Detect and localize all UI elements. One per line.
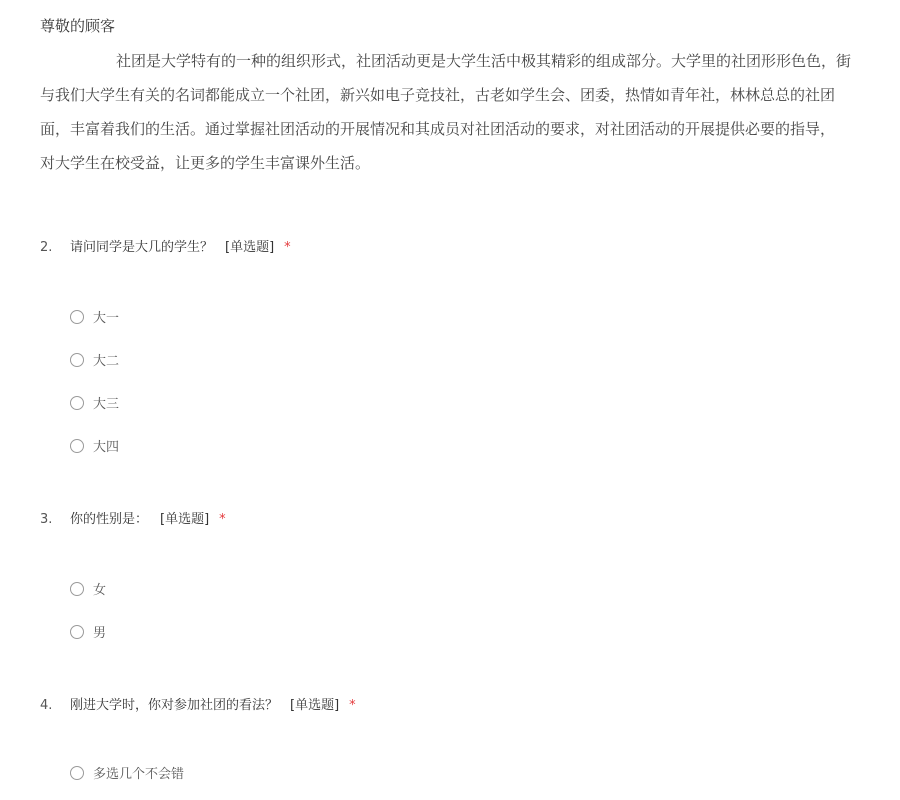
question-text: 请问同学是大几的学生？ xyxy=(70,240,214,255)
question-2 xyxy=(40,238,880,467)
required-asterisk: * xyxy=(284,240,291,255)
question-text: 刚进大学时，你对参加社团的看法？ xyxy=(70,698,279,713)
question-type-label: [单选题] xyxy=(160,512,210,527)
option-label[interactable]: 男 xyxy=(93,626,107,641)
intro-line: 与我们大学生有关的名词都能成立一个社团，新兴如电子竞技社，古老如学生会、团委，热情如青年社，林林总总的社团 xyxy=(40,86,836,104)
intro-line: 对大学生在校受益，让更多的学生丰富课外生活。 xyxy=(40,154,371,172)
radio-button[interactable] xyxy=(70,396,84,410)
question-4 xyxy=(40,696,880,794)
option-label[interactable]: 大一 xyxy=(93,311,120,326)
intro-line: 社团是大学特有的一种的组织形式，社团活动更是大学生活中极其精彩的组成部分。大学里的社团形形色色，街 xyxy=(116,52,852,70)
required-asterisk: * xyxy=(349,698,356,713)
radio-button[interactable] xyxy=(70,439,84,453)
question-type-label: [单选题] xyxy=(225,240,275,255)
intro-line: 面，丰富着我们的生活。通过掌握社团活动的开展情况和其成员对社团活动的要求，对社团活动的开展提供必要的指导， xyxy=(40,120,836,138)
options-list xyxy=(70,295,880,467)
question-title-row xyxy=(40,238,880,258)
option-label[interactable]: 大四 xyxy=(93,440,120,455)
option-label[interactable]: 多选几个不会错 xyxy=(93,767,185,782)
question-number: 4. xyxy=(40,698,53,713)
option-item[interactable] xyxy=(70,295,880,338)
option-item[interactable] xyxy=(70,338,880,381)
intro-paragraph xyxy=(40,44,900,180)
radio-button[interactable] xyxy=(70,310,84,324)
question-text: 你的性别是： xyxy=(70,512,149,527)
question-number: 3. xyxy=(40,512,53,527)
options-list xyxy=(70,751,880,794)
option-item[interactable] xyxy=(70,381,880,424)
radio-button[interactable] xyxy=(70,625,84,639)
options-list xyxy=(70,567,880,653)
option-label[interactable]: 大三 xyxy=(93,397,120,412)
survey-intro xyxy=(40,14,900,180)
required-asterisk: * xyxy=(219,512,226,527)
option-label[interactable]: 女 xyxy=(93,583,107,598)
question-title-row xyxy=(40,510,880,530)
question-type-label: [单选题] xyxy=(290,698,340,713)
question-number: 2. xyxy=(40,240,53,255)
question-title-row xyxy=(40,696,880,716)
option-item[interactable] xyxy=(70,751,880,794)
radio-button[interactable] xyxy=(70,582,84,596)
radio-button[interactable] xyxy=(70,766,84,780)
radio-button[interactable] xyxy=(70,353,84,367)
option-item[interactable] xyxy=(70,424,880,467)
option-item[interactable] xyxy=(70,610,880,653)
question-3 xyxy=(40,510,880,653)
greeting-text: 尊敬的顾客 xyxy=(40,17,116,35)
option-item[interactable] xyxy=(70,567,880,610)
option-label[interactable]: 大二 xyxy=(93,354,120,369)
